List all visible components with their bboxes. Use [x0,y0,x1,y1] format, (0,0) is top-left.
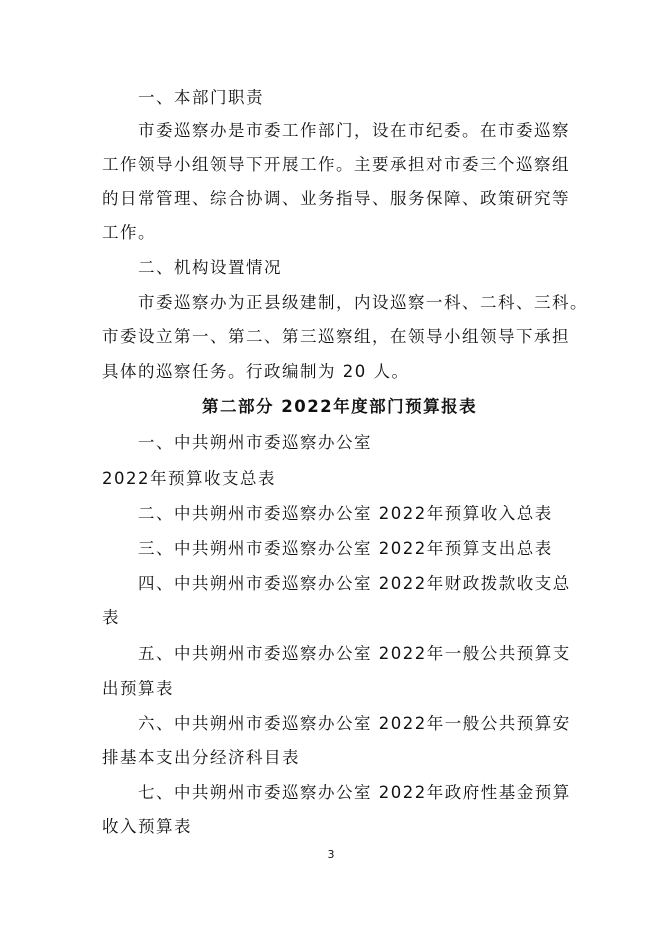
section2-line: 市委巡察办为正县级建制，内设巡察一科、二科、三科。 [138,293,588,312]
table-list-item: 三、中共朔州市委巡察办公室 2022年预算支出总表 [138,539,553,558]
section1-line: 工作领导小组领导下开展工作。主要承担对市委三个巡察组 [102,155,570,174]
section1-heading: 一、本部门职责 [138,88,264,107]
table-list-item: 六、中共朔州市委巡察办公室 2022年一般公共预算安 [138,714,571,733]
section2-line: 具体的巡察任务。行政编制为 20 人。 [102,362,410,381]
table-list-item: 一、中共朔州市委巡察办公室 [138,433,372,452]
table-list-item-continuation: 出预算表 [102,679,174,698]
section1-line: 的日常管理、综合协调、业务指导、服务保障、政策研究等 [102,189,570,208]
table-list-item: 七、中共朔州市委巡察办公室 2022年政府性基金预算 [138,783,571,802]
table-list-item: 五、中共朔州市委巡察办公室 2022年一般公共预算支 [138,644,571,663]
table-list-item: 二、中共朔州市委巡察办公室 2022年预算收入总表 [138,504,553,523]
table-list-item-continuation: 2022年预算收支总表 [102,469,276,488]
page-number: 3 [327,848,335,861]
table-list-item-continuation: 收入预算表 [102,817,192,836]
section1-line: 市委巡察办是市委工作部门，设在市纪委。在市委巡察 [138,121,570,140]
table-list-item: 四、中共朔州市委巡察办公室 2022年财政拨款收支总 [138,574,571,593]
part2-title: 第二部分 2022年度部门预算报表 [202,397,478,416]
table-list-item-continuation: 表 [102,608,120,627]
section1-line: 工作。 [102,223,156,242]
section2-line: 市委设立第一、第二、第三巡察组，在领导小组领导下承担 [102,327,570,346]
table-list-item-continuation: 排基本支出分经济科目表 [102,748,300,767]
section2-heading: 二、机构设置情况 [138,258,282,277]
